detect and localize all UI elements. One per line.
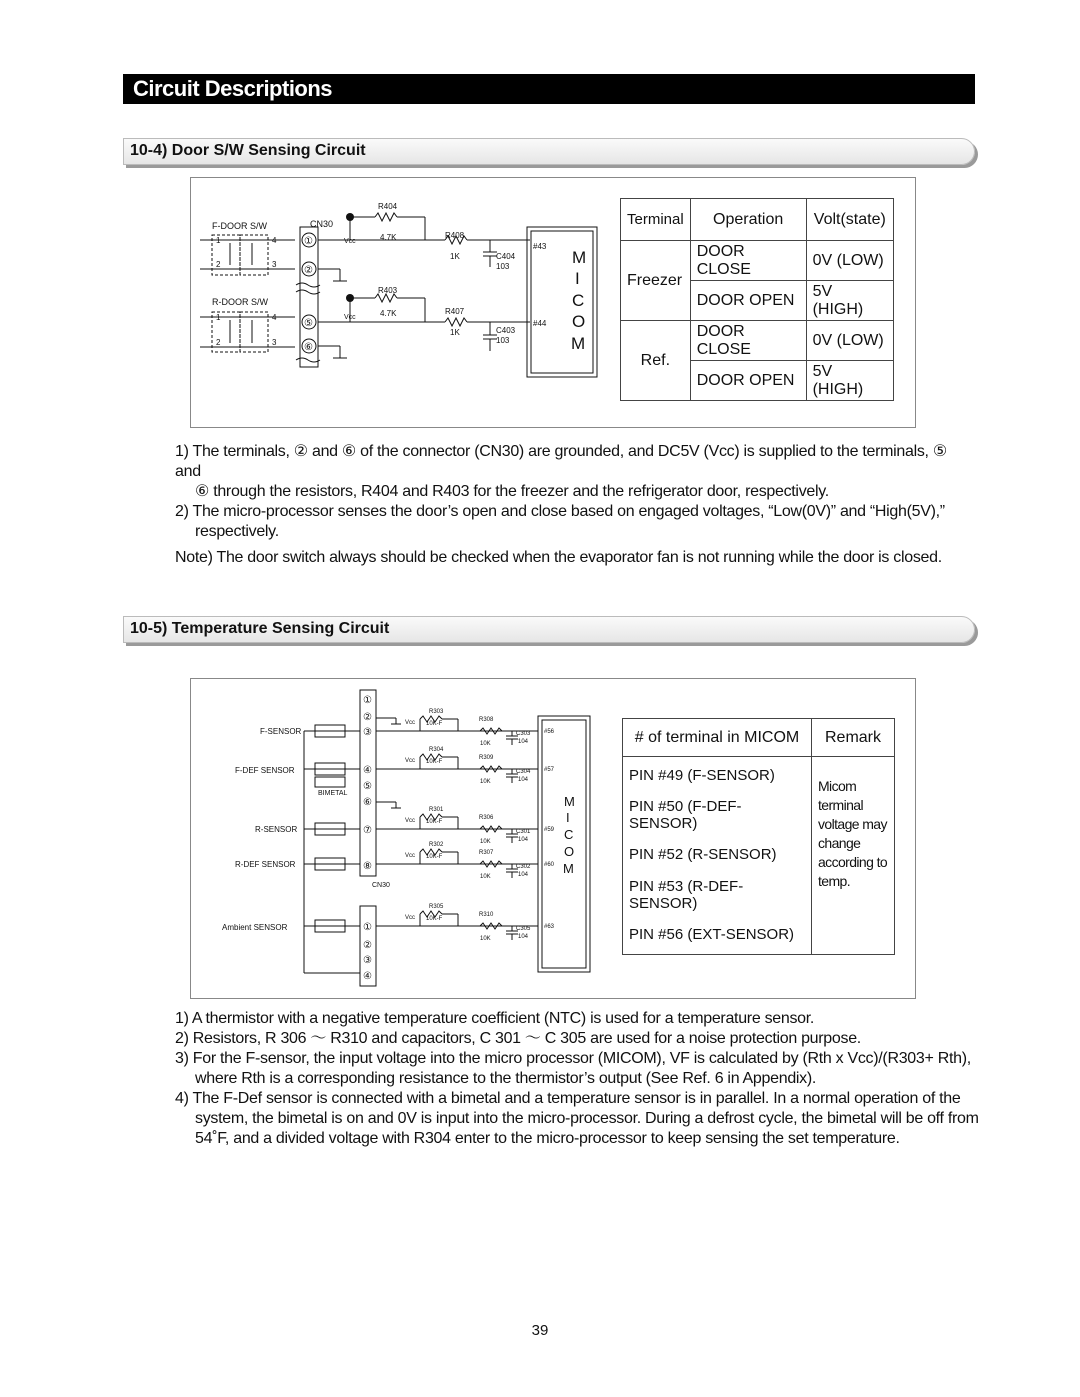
vcc-label-4: Vcc bbox=[405, 915, 416, 921]
remark-line-2: voltage may bbox=[818, 816, 887, 832]
door-micom-c: C bbox=[572, 291, 585, 310]
cap-value-2: 104 bbox=[518, 837, 529, 843]
door-cn30-label: CN30 bbox=[310, 219, 334, 229]
temp-para-4a: 4) The F-Def sensor is connected with a bimetal and a temperature sensor is in parallel. In a normal operation of the bbox=[175, 1090, 961, 1107]
door-description bbox=[175, 442, 975, 542]
temp-cn30-label: CN30 bbox=[372, 882, 390, 889]
cap-label-2: C301 bbox=[516, 829, 531, 835]
pin44-label: #44 bbox=[533, 319, 547, 328]
door-circ-2: ② bbox=[304, 265, 313, 276]
r-pin2: 2 bbox=[216, 338, 221, 347]
f-pin4: 4 bbox=[272, 236, 277, 245]
r407-label: R407 bbox=[445, 307, 465, 316]
remark-line-3: change bbox=[818, 835, 861, 851]
r-pin3: 3 bbox=[272, 338, 277, 347]
r-right-label-3: R307 bbox=[479, 850, 494, 856]
f-pin3: 3 bbox=[272, 260, 277, 269]
r403-label: R403 bbox=[378, 286, 398, 295]
r-def-sensor-label: R-DEF SENSOR bbox=[235, 860, 296, 869]
r-right-label-4: R310 bbox=[479, 912, 494, 918]
r-right-label-2: R306 bbox=[479, 815, 494, 821]
door-para-2b: respectively. bbox=[195, 523, 279, 540]
cap-label-3: C302 bbox=[516, 864, 531, 870]
temp-remark-cell bbox=[812, 757, 895, 955]
remark-line-5: temp. bbox=[818, 873, 851, 889]
tc-circ-2: ② bbox=[363, 712, 372, 723]
f-pin2: 2 bbox=[216, 260, 221, 269]
r-top-label-1: R304 bbox=[429, 747, 444, 753]
temp-para-4b: system, the bimetal is on and 0V is input into the micro-processor. During a defrost cycle, the bimetal will be off from bbox=[195, 1110, 979, 1127]
pin43-label: #43 bbox=[533, 242, 547, 251]
door-micom-o: O bbox=[572, 312, 586, 331]
c403-label: C403 bbox=[496, 326, 516, 335]
temp-para-1: 1) A thermistor with a negative temperature coefficient (NTC) is used for a temperature sensor. bbox=[175, 1010, 815, 1027]
temp-description bbox=[175, 1009, 980, 1149]
ambient-sensor-label: Ambient SENSOR bbox=[222, 923, 288, 932]
temp-pin-1: PIN #50 (F-DEF-SENSOR) bbox=[623, 795, 812, 835]
tc-circ-6: ⑥ bbox=[363, 797, 372, 808]
temp-schematic bbox=[200, 688, 610, 990]
door-volt-0: 0V (LOW) bbox=[806, 241, 893, 281]
door-circ-5: ⑤ bbox=[304, 318, 313, 329]
door-op-0: DOOR CLOSE bbox=[690, 241, 806, 281]
cap-label-4: C305 bbox=[516, 926, 531, 932]
r-door-switch-label: R-DOOR S/W bbox=[212, 297, 268, 307]
vcc-label-1: Vcc bbox=[405, 758, 416, 764]
r-pin1: 1 bbox=[216, 313, 221, 322]
section-header-door bbox=[123, 138, 975, 165]
temp-pin-table bbox=[622, 718, 895, 955]
f-pin1: 1 bbox=[216, 236, 221, 245]
section-header-temp bbox=[123, 616, 975, 643]
tc-circ-8: ⑧ bbox=[363, 861, 372, 872]
r404-value: 4.7K bbox=[380, 233, 397, 242]
r-top-label-2: R301 bbox=[429, 807, 444, 813]
f-sensor-label: F-SENSOR bbox=[260, 727, 302, 736]
tc-circ-1: ① bbox=[363, 695, 372, 706]
r408-label: R408 bbox=[445, 231, 465, 240]
door-micom-m1: M bbox=[572, 248, 587, 267]
vcc-label-3: Vcc bbox=[405, 853, 416, 859]
pin-label-2: #59 bbox=[544, 827, 555, 833]
door-schematic bbox=[200, 195, 610, 385]
bc-circ-4: ④ bbox=[363, 971, 372, 982]
door-para-2a: 2) The micro-processor senses the door’s open and close based on engaged voltages, “Low(0V)” and “High(5V),” bbox=[175, 503, 945, 520]
pin-label-4: #63 bbox=[544, 924, 555, 930]
tc-circ-4: ④ bbox=[363, 765, 372, 776]
temp-pin-3: PIN #53 (R-DEF-SENSOR) bbox=[623, 875, 812, 915]
door-vcc-label-1: Vcc bbox=[344, 238, 356, 245]
temp-pin-0: PIN #49 (F-SENSOR) bbox=[623, 757, 812, 795]
vcc-label-0: Vcc bbox=[405, 720, 416, 726]
r408-value: 1K bbox=[450, 252, 460, 261]
door-note: Note) The door switch always should be checked when the evaporator fan is not running while the door is closed. bbox=[175, 549, 942, 566]
door-th-terminal: Terminal bbox=[621, 199, 691, 241]
cap-value-1: 104 bbox=[518, 777, 529, 783]
temp-micom-m1: M bbox=[564, 794, 575, 809]
remark-line-4: according to bbox=[818, 854, 888, 870]
cap-value-0: 104 bbox=[518, 739, 529, 745]
temp-micom-c: C bbox=[564, 827, 574, 842]
remark-line-1: terminal bbox=[818, 797, 863, 813]
door-th-operation: Operation bbox=[690, 199, 806, 241]
tc-circ-7: ⑦ bbox=[363, 825, 372, 836]
temp-para-4c: 54˚F, and a divided voltage with R304 enter to the micro-processor to keep sensing the set temperature. bbox=[195, 1130, 900, 1147]
door-para-1a: 1) The terminals, ② and ⑥ of the connector (CN30) are grounded, and DC5V (Vcc) is supplied to the terminals, ⑤ and bbox=[175, 443, 947, 480]
tc-circ-5: ⑤ bbox=[363, 781, 372, 792]
door-op-2: DOOR CLOSE bbox=[690, 321, 806, 361]
temp-para-3a: 3) For the F-sensor, the input voltage into the micro processor (MICOM), VF is calculated by (Rth x Vcc)/(R303+ Rth), bbox=[175, 1050, 971, 1067]
page-banner bbox=[123, 74, 975, 104]
r404-label: R404 bbox=[378, 202, 398, 211]
r-top-label-0: R303 bbox=[429, 709, 444, 715]
r-top-value-4: 10K-F bbox=[426, 916, 443, 922]
r-right-value-4: 10K bbox=[480, 936, 491, 942]
temp-micom-i: I bbox=[566, 810, 570, 825]
section-title-temp: 10-5) Temperature Sensing Circuit bbox=[130, 620, 390, 637]
bc-circ-3: ③ bbox=[363, 955, 372, 966]
remark-line-0: Micom bbox=[818, 778, 857, 794]
r-top-value-1: 10K-F bbox=[426, 759, 443, 765]
r-top-value-2: 10K-F bbox=[426, 819, 443, 825]
pin-label-0: #56 bbox=[544, 729, 555, 735]
bc-circ-1: ① bbox=[363, 922, 372, 933]
r-pin4: 4 bbox=[272, 313, 277, 322]
temp-pin-2: PIN #52 (R-SENSOR) bbox=[623, 835, 812, 875]
c403-value: 103 bbox=[496, 336, 510, 345]
r-top-label-3: R302 bbox=[429, 842, 444, 848]
door-cell-ref: Ref. bbox=[621, 321, 691, 401]
door-micom-m2: M bbox=[571, 334, 586, 353]
pin-label-3: #60 bbox=[544, 862, 555, 868]
c404-label: C404 bbox=[496, 252, 516, 261]
temp-th-remark: Remark bbox=[812, 719, 895, 757]
pin-label-1: #57 bbox=[544, 767, 555, 773]
r-right-value-1: 10K bbox=[480, 779, 491, 785]
r407-value: 1K bbox=[450, 328, 460, 337]
temp-para-2: 2) Resistors, R 306 ～ R310 and capacitors, C 301 ～ C 305 are used for a noise protection purpose. bbox=[175, 1030, 861, 1047]
cap-label-0: C303 bbox=[516, 731, 531, 737]
page-number: 39 bbox=[531, 1322, 549, 1339]
r-right-label-0: R308 bbox=[479, 717, 494, 723]
section-title-door: 10-4) Door S/W Sensing Circuit bbox=[130, 142, 366, 159]
r-top-label-4: R305 bbox=[429, 904, 444, 910]
door-circ-6: ⑥ bbox=[304, 342, 313, 353]
door-op-1: DOOR OPEN bbox=[690, 281, 806, 321]
door-state-table bbox=[620, 198, 894, 401]
f-door-switch-label: F-DOOR S/W bbox=[212, 221, 267, 231]
door-volt-2: 0V (LOW) bbox=[806, 321, 893, 361]
r-right-label-1: R309 bbox=[479, 755, 494, 761]
temp-micom-o: O bbox=[564, 844, 575, 859]
banner-title: Circuit Descriptions bbox=[133, 76, 333, 101]
temp-para-3b: where Rth is a corresponding resistance to the thermistor’s output (See Ref. 6 in Appendix). bbox=[195, 1070, 817, 1087]
cap-value-4: 104 bbox=[518, 934, 529, 940]
r-right-value-3: 10K bbox=[480, 874, 491, 880]
bc-circ-2: ② bbox=[363, 940, 372, 951]
vcc-label-2: Vcc bbox=[405, 818, 416, 824]
cap-label-1: C304 bbox=[516, 769, 531, 775]
temp-th-terminal: # of terminal in MICOM bbox=[623, 719, 812, 757]
r-right-value-0: 10K bbox=[480, 741, 491, 747]
r-sensor-label: R-SENSOR bbox=[255, 825, 298, 834]
door-volt-1: 5V (HIGH) bbox=[806, 281, 893, 321]
f-def-sensor-label: F-DEF SENSOR bbox=[235, 766, 295, 775]
temp-micom-m2: M bbox=[563, 861, 574, 876]
r-top-value-3: 10K-F bbox=[426, 854, 443, 860]
tc-circ-3: ③ bbox=[363, 727, 372, 738]
door-micom-i: I bbox=[575, 269, 580, 288]
door-cell-freezer: Freezer bbox=[621, 241, 691, 321]
r-right-value-2: 10K bbox=[480, 839, 491, 845]
door-para-1b: ⑥ through the resistors, R404 and R403 for the freezer and the refrigerator door, respectively. bbox=[195, 483, 829, 500]
door-vcc-label-2: Vcc bbox=[344, 314, 356, 321]
c404-value: 103 bbox=[496, 262, 510, 271]
temp-pin-4: PIN #56 (EXT-SENSOR) bbox=[623, 915, 812, 955]
door-circ-1: ① bbox=[304, 236, 313, 247]
bimetal-label: BIMETAL bbox=[318, 790, 348, 797]
r403-value: 4.7K bbox=[380, 309, 397, 318]
door-op-3: DOOR OPEN bbox=[690, 361, 806, 401]
r-top-value-0: 10K-F bbox=[426, 721, 443, 727]
door-volt-3: 5V (HIGH) bbox=[806, 361, 893, 401]
door-th-volt: Volt(state) bbox=[806, 199, 893, 241]
cap-value-3: 104 bbox=[518, 872, 529, 878]
